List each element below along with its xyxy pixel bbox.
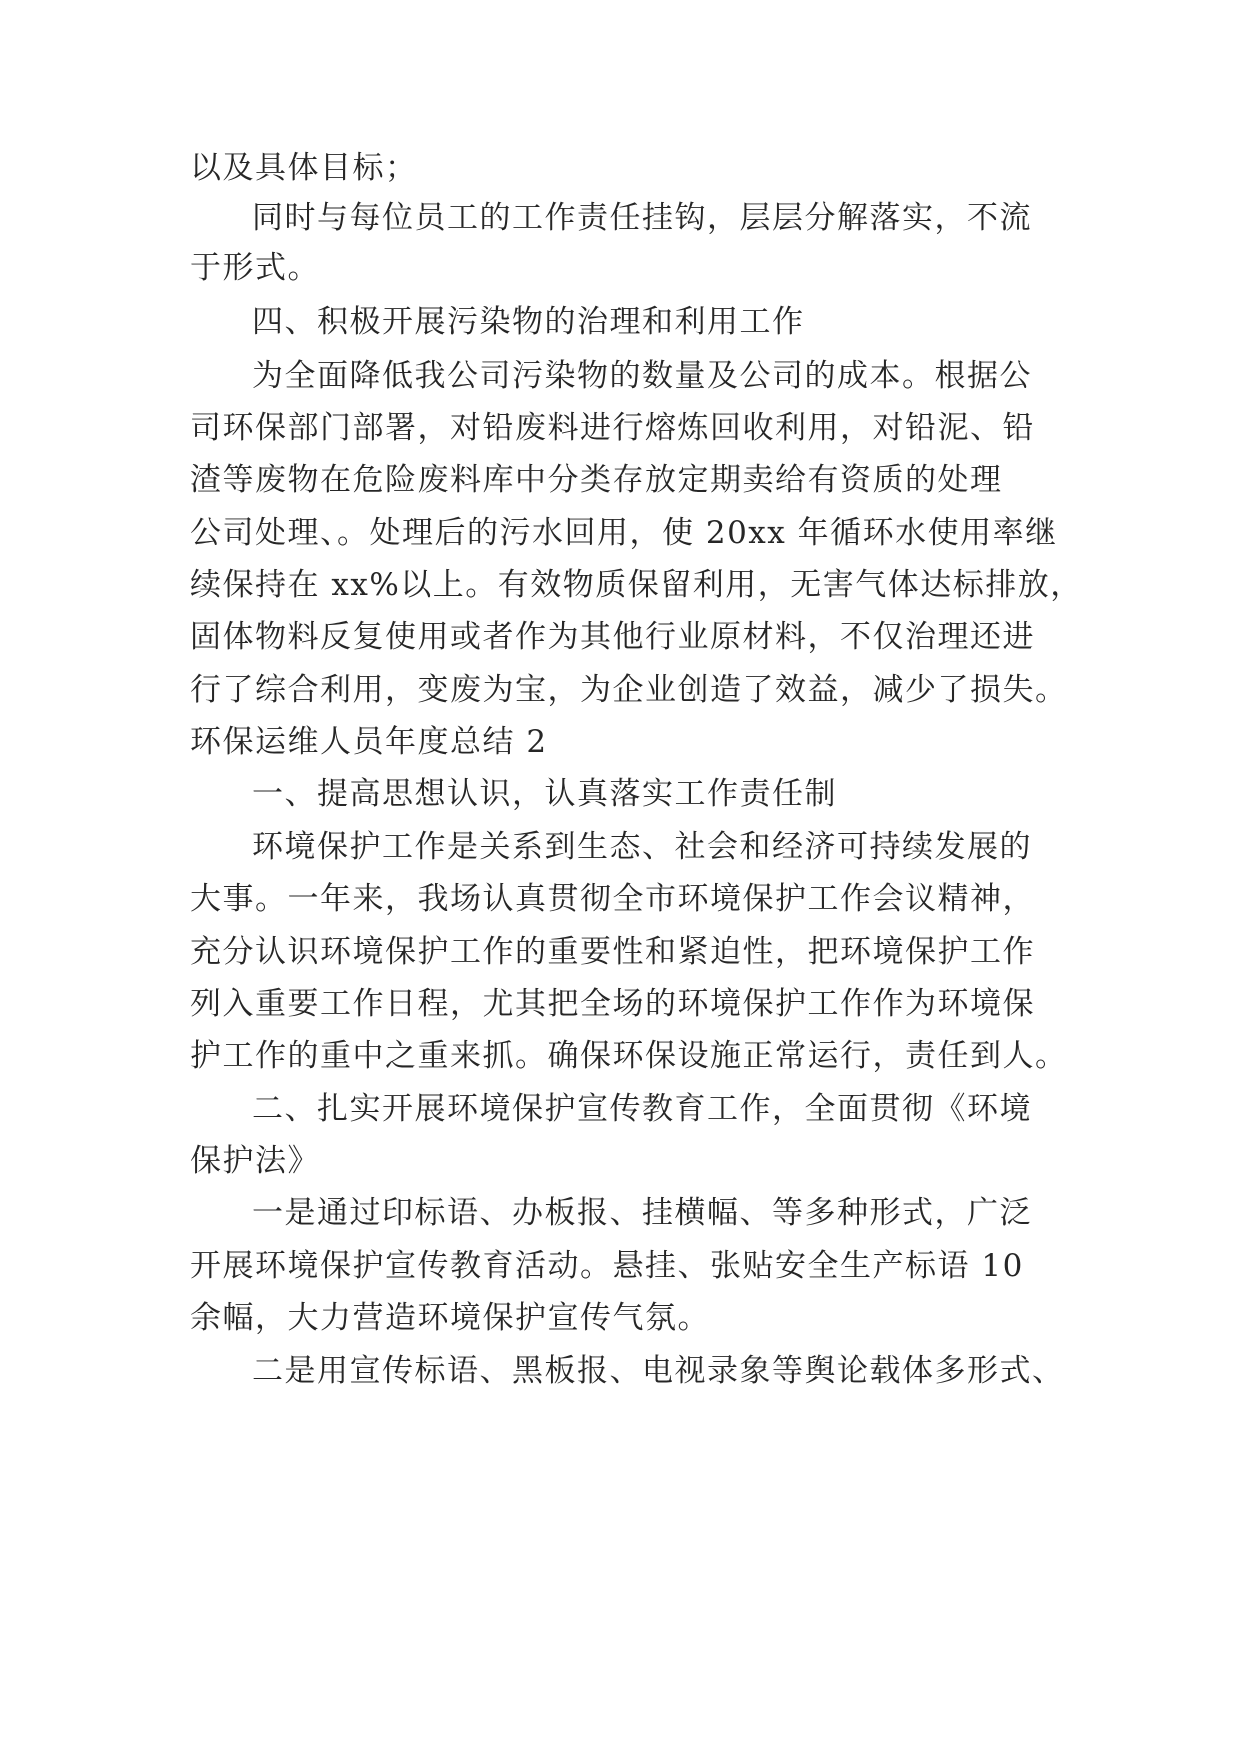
text-line: 开展环境保护宣传教育活动。悬挂、张贴安全生产标语 10	[190, 1248, 1024, 1284]
section-heading: 一、提高思想认识，认真落实工作责任制	[252, 776, 837, 812]
text-line: 环境保护工作是关系到生态、社会和经济可持续发展的	[252, 829, 1032, 865]
text-line: 大事。一年来，我场认真贯彻全市环境保护工作会议精神，	[190, 881, 1035, 917]
text-line: 于形式。	[190, 250, 320, 286]
section-heading: 二、扎实开展环境保护宣传教育工作，全面贯彻《环境	[252, 1091, 1032, 1127]
text-line: 充分认识环境保护工作的重要性和紧迫性，把环境保护工作	[190, 934, 1035, 970]
text-line: 列入重要工作日程，尤其把全场的环境保护工作作为环境保	[190, 986, 1035, 1022]
text-line: 渣等废物在危险废料库中分类存放定期卖给有资质的处理	[190, 462, 1003, 498]
section-heading: 四、积极开展污染物的治理和利用工作	[252, 304, 805, 340]
text-line: 为全面降低我公司污染物的数量及公司的成本。根据公	[252, 358, 1032, 394]
text-line: 司环保部门部署，对铅废料进行熔炼回收利用，对铅泥、铅	[190, 410, 1035, 446]
text-line: 余幅，大力营造环境保护宣传气氛。	[190, 1300, 710, 1336]
text-line: 固体物料反复使用或者作为其他行业原材料，不仅治理还进	[190, 619, 1035, 655]
text-line: 以及具体目标；	[190, 150, 418, 186]
text-line: 二是用宣传标语、黑板报、电视录象等舆论载体多形式、	[252, 1353, 1065, 1389]
text-line: 公司处理、。处理后的污水回用，使 20xx 年循环水使用率继	[190, 515, 1058, 551]
text-line: 同时与每位员工的工作责任挂钩，层层分解落实，不流	[252, 200, 1032, 236]
text-line: 行了综合利用，变废为宝，为企业创造了效益，减少了损失。	[190, 672, 1068, 708]
text-line: 护工作的重中之重来抓。确保环保设施正常运行，责任到人。	[190, 1038, 1068, 1074]
document-title: 环保运维人员年度总结 2	[190, 724, 548, 760]
text-line: 一是通过印标语、办板报、挂横幅、等多种形式，广泛	[252, 1195, 1032, 1231]
text-line: 续保持在 xx%以上。有效物质保留利用，无害气体达标排放，	[190, 567, 1083, 603]
section-heading-continued: 保护法》	[190, 1143, 320, 1179]
